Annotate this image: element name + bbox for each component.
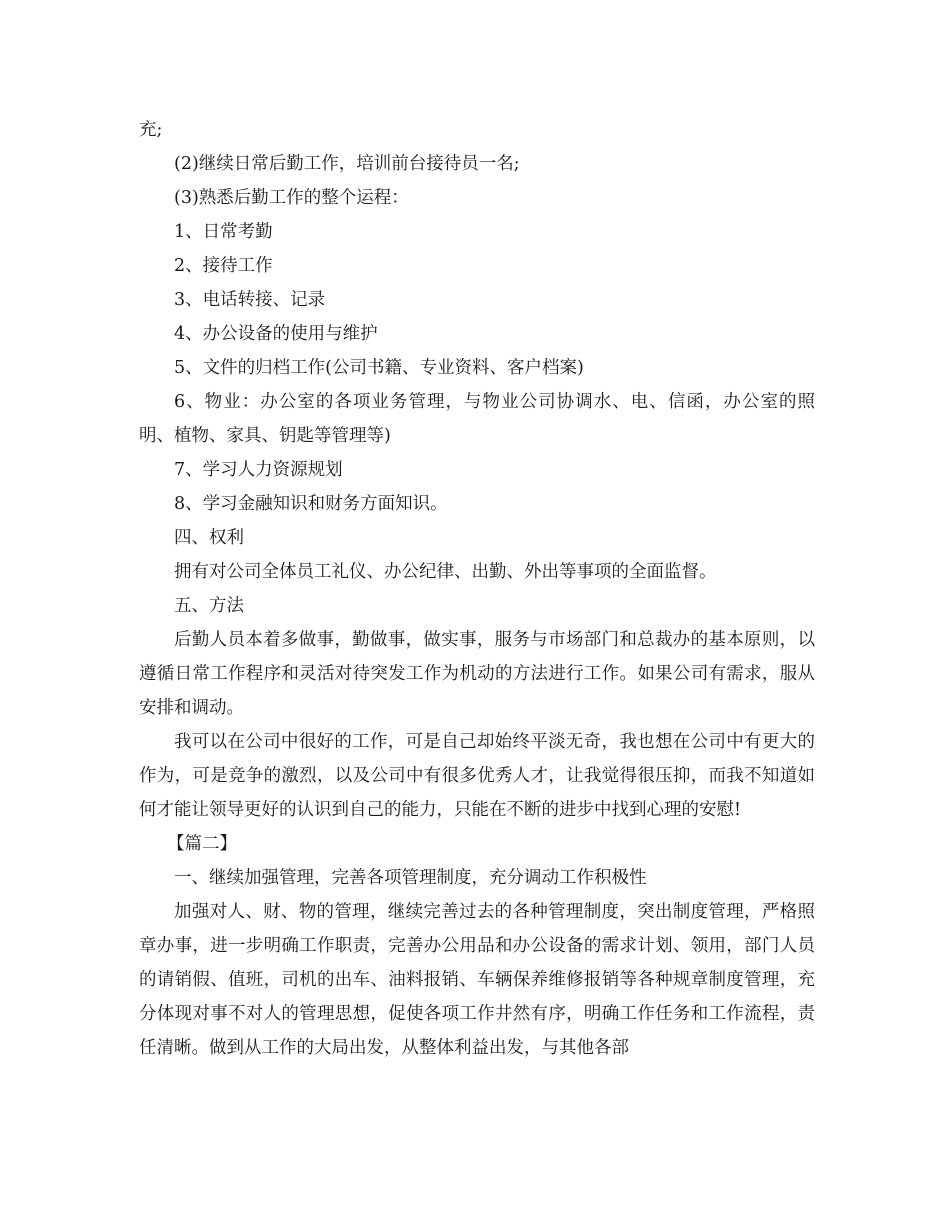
sub-item-hr-planning: 7、学习人力资源规划 <box>174 460 343 480</box>
paragraph-method: 后勤人员本着多做事，勤做事，做实事，服务与市场部门和总裁办的基本原则，以遵循日常工作程序和灵活对待突发工作为机动的方法进行工作。如果公司有需求，服从安排和调动。 <box>139 630 815 718</box>
paragraph-management: 加强对人、财、物的管理，继续完善过去的各种管理制度，突出制度管理，严格照章办事，进一步明确工作职责，完善办公用品和办公设备的需求计划、领用，部门人员的请销假、值班，司机的出车、油料报销、车辆保养维修报销等各种规章制度管理，充分体现对事不对人的管理思想，促使各项工作井然有序，明确工作任务和工作流程，责任清晰。做到从工作的大局出发，从整体利益出发，与其他各部 <box>139 902 815 1058</box>
section-heading-method: 五、方法 <box>174 596 244 616</box>
section-heading-rights: 四、权利 <box>174 528 244 548</box>
sub-item-filing: 5、文件的归档工作(公司书籍、专业资料、客户档案) <box>174 358 584 378</box>
paragraph-continuation: 充; <box>139 120 163 140</box>
chapter-title-part-two: 【篇二】 <box>167 834 237 854</box>
document-body <box>139 113 815 1065</box>
sub-item-attendance: 1、日常考勤 <box>174 222 273 242</box>
paragraph-rights: 拥有对公司全体员工礼仪、办公纪律、出勤、外出等事项的全面监督。 <box>174 562 717 582</box>
sub-item-reception: 2、接待工作 <box>174 256 273 276</box>
sub-item-property: 6、物业：办公室的各项业务管理，与物业公司协调水、电、信函，办公室的照明、植物、家具、钥匙等管理等) <box>139 392 815 446</box>
section-heading-management: 一、继续加强管理，完善各项管理制度，充分调动工作积极性 <box>174 868 647 888</box>
sub-item-finance: 8、学习金融知识和财务方面知识。 <box>174 494 448 514</box>
list-item-3-process: (3)熟悉后勤工作的整个运程： <box>174 188 409 208</box>
sub-item-phone: 3、电话转接、记录 <box>174 290 326 310</box>
paragraph-reflection: 我可以在公司中很好的工作，可是自己却始终平淡无奇，我也想在公司中有更大的作为，可是竞争的激烈，以及公司中有很多优秀人才，让我觉得很压抑，而我不知道如何才能让领导更好的认识到自己的能力，只能在不断的进步中找到心理的安慰! <box>139 732 815 820</box>
list-item-2-training: (2)继续日常后勤工作，培训前台接待员一名; <box>174 154 520 174</box>
sub-item-equipment: 4、办公设备的使用与维护 <box>174 324 378 344</box>
